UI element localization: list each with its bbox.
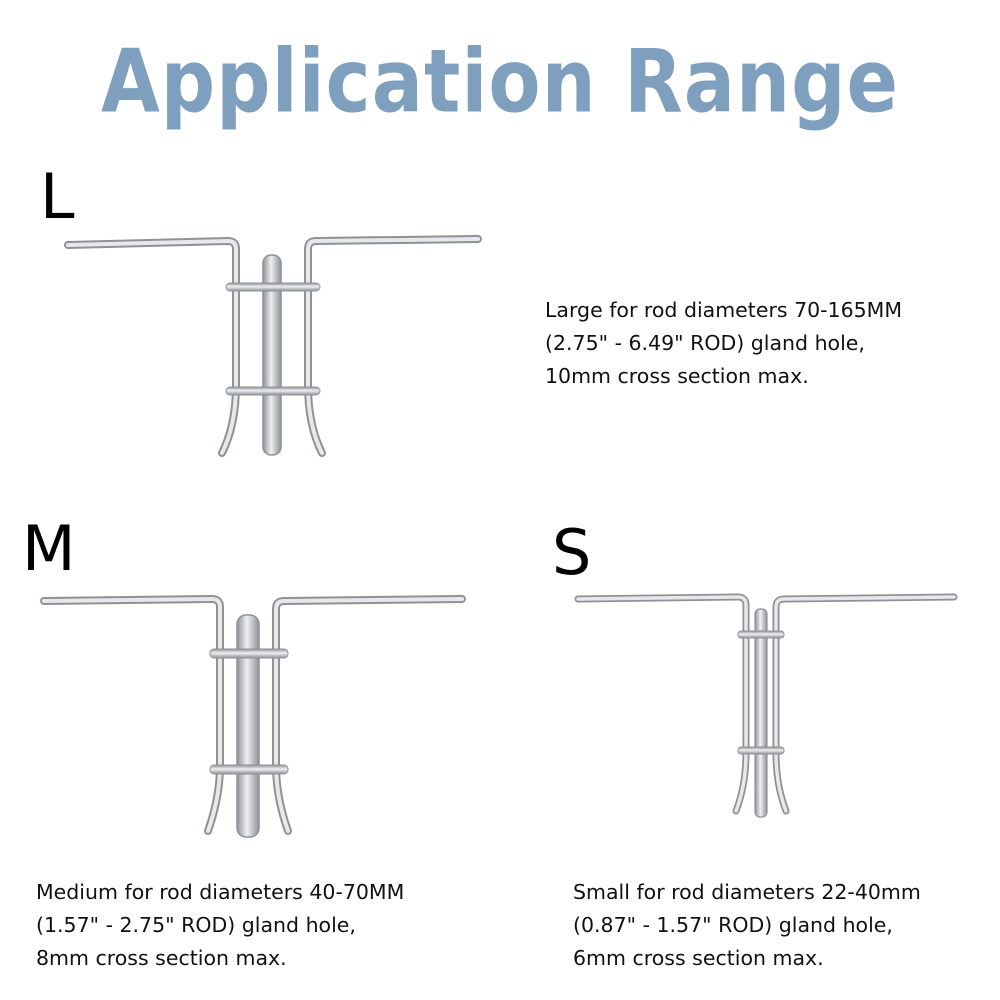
description-line: Small for rod diameters 22-40mm xyxy=(573,880,921,904)
medium-description xyxy=(36,876,404,975)
size-label-small: S xyxy=(552,516,592,589)
page-title: Application Range xyxy=(100,29,900,133)
description-line: Medium for rod diameters 40-70MM xyxy=(36,880,405,904)
description-line: Large for rod diameters 70-165MM xyxy=(545,298,903,322)
description-line: (0.87" - 1.57" ROD) gland hole, xyxy=(573,913,893,937)
small-gland-wrench-image xyxy=(572,585,962,820)
description-line: (1.57" - 2.75" ROD) gland hole, xyxy=(36,913,356,937)
description-line: 8mm cross section max. xyxy=(36,946,287,970)
large-gland-wrench-image xyxy=(60,225,490,465)
size-label-medium: M xyxy=(22,512,76,585)
size-label-large: L xyxy=(40,160,75,233)
description-line: 6mm cross section max. xyxy=(573,946,824,970)
small-description xyxy=(573,876,921,975)
description-line: 10mm cross section max. xyxy=(545,364,809,388)
large-description xyxy=(545,294,902,393)
description-line: (2.75" - 6.49" ROD) gland hole, xyxy=(545,331,865,355)
medium-gland-wrench-image xyxy=(36,585,471,840)
